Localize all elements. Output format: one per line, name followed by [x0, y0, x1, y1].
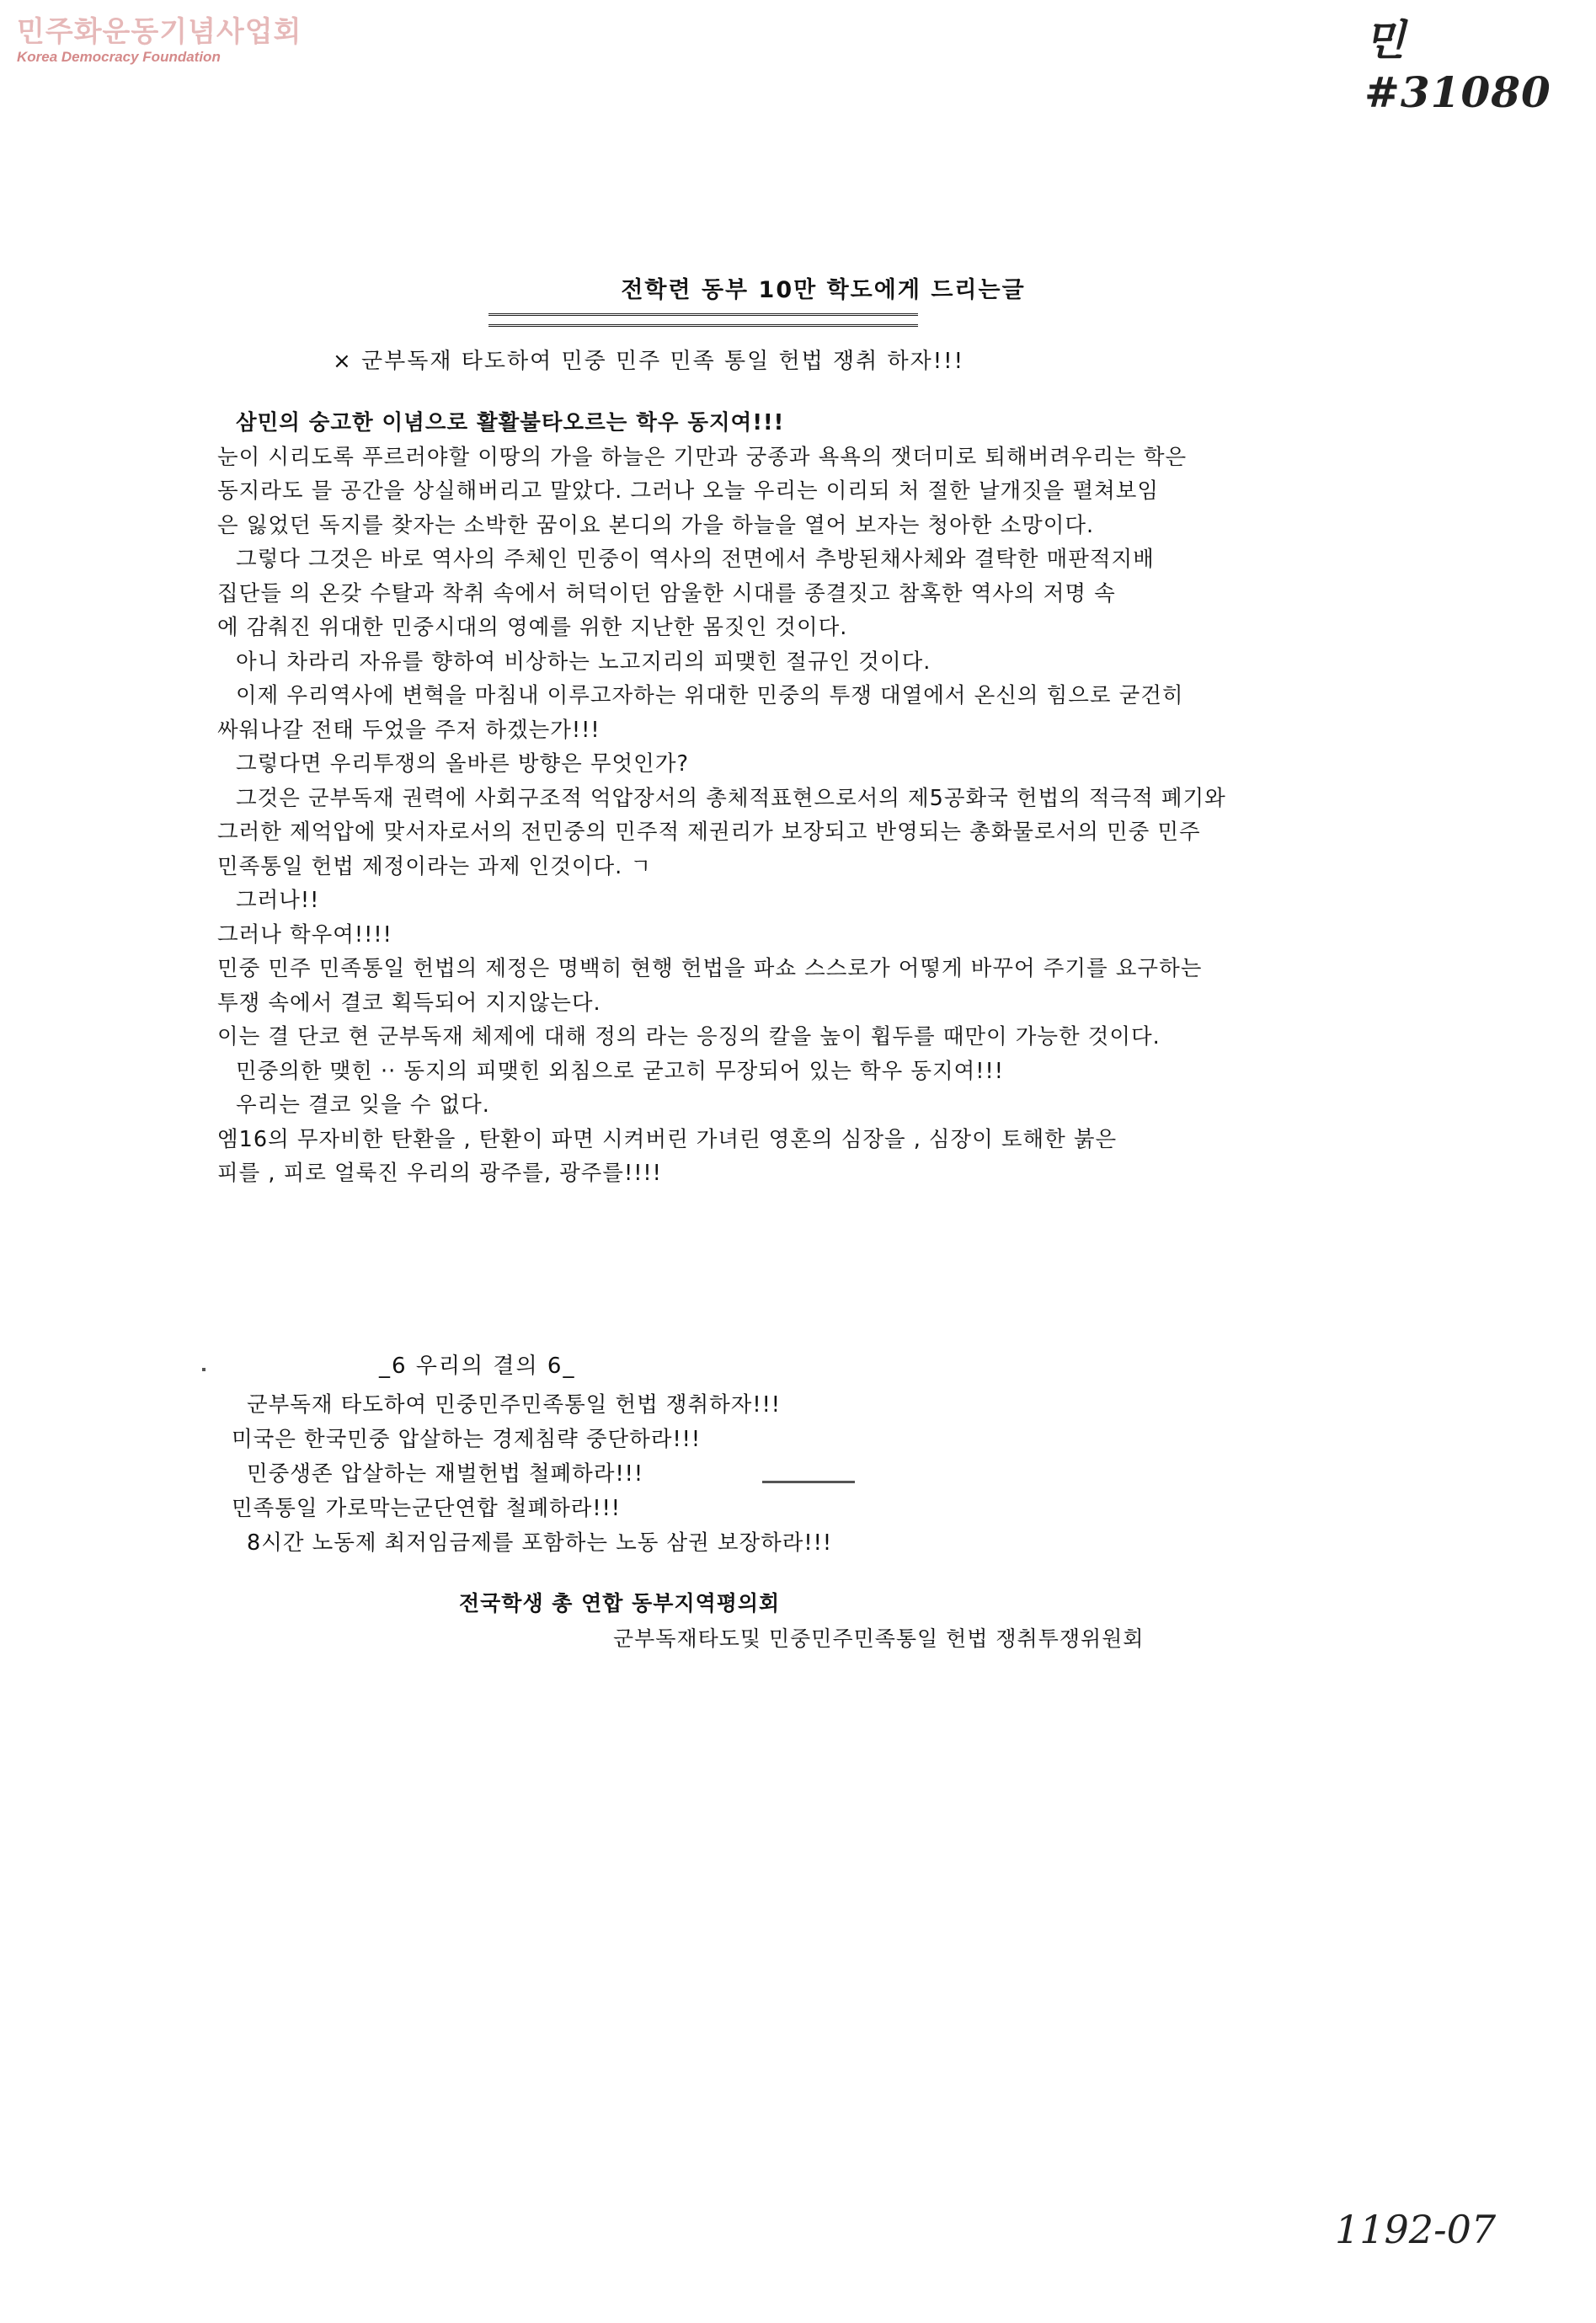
- title-double-rule: [488, 313, 918, 327]
- body-line: 우리는 결코 잊을 수 없다.: [236, 1092, 490, 1118]
- body-line: 집단들 의 온갖 수탈과 착취 속에서 허덕이던 암울한 시대를 종결짓고 참혹한 역사의 저명 속: [217, 580, 1116, 606]
- body-line: 눈이 시리도록 푸르러야할 이땅의 가을 하늘은 기만과 궁종과 욕욕의 잿더미로 퇴해버려우리는 학은: [217, 444, 1188, 470]
- slogan-list: [232, 1388, 1326, 1561]
- body-line: 엠16의 무자비한 탄환을 , 탄환이 파면 시켜버린 가녀린 영혼의 심장을 , 심장이 토해한 붉은: [217, 1126, 1118, 1152]
- body-line: 그렇다면 우리투쟁의 올바른 방향은 무엇인가?: [236, 751, 689, 777]
- document-title: 전학련 동부 10만 학도에게 드리는글: [621, 277, 1026, 303]
- body-line: 이제 우리역사에 변혁을 마침내 이루고자하는 위대한 민중의 투쟁 대열에서 온신의 힘으로 굳건히: [236, 683, 1184, 708]
- slogan-item: 민중생존 압살하는 재벌헌법 철폐하라!!!: [247, 1461, 644, 1487]
- body-line: 민중 민주 민족통일 헌법의 제정은 명백히 현행 헌법을 파쇼 스스로가 어떻게 바꾸어 주기를 요구하는: [217, 956, 1203, 981]
- body-line: 피를 , 피로 얼룩진 우리의 광주를, 광주를!!!!: [217, 1161, 662, 1186]
- slogan-item: 민족통일 가로막는군단연합 철폐하라!!!: [232, 1496, 622, 1521]
- slogan-item: 군부독재 타도하여 민중민주민족통일 헌법 쟁취하자!!!: [247, 1392, 782, 1418]
- document-subtitle: × 군부독재 타도하여 민중 민주 민족 통일 헌법 쟁취 하자!!!: [333, 349, 964, 374]
- body-line: 이는 결 단코 현 군부독재 체제에 대해 정의 라는 응징의 칼을 높이 휩두를 때만이 가능한 것이다.: [217, 1024, 1161, 1049]
- archive-id-handwritten: 민 #31080: [1364, 15, 1551, 117]
- body-line: 동지라도 믈 공간을 상실해버리고 말았다. 그러나 오늘 우리는 이리되 처 절한 날개짓을 펼쳐보임: [217, 478, 1160, 504]
- page-number-handwritten: 1192-07: [1335, 2207, 1497, 2252]
- resolutions-block: [232, 1349, 1326, 1561]
- body-line: 은 잃었던 독지를 찾자는 소박한 꿈이요 본디의 가을 하늘을 열어 보자는 청아한 소망이다.: [217, 512, 1095, 538]
- signature-organization: 전국학생 총 연합 동부지역평의회: [459, 1591, 781, 1615]
- body-line: 그러한 제억압에 맞서자로서의 전민중의 민주적 제권리가 보장되고 반영되는 총화물로서의 민중 민주: [217, 820, 1201, 845]
- body-line: 그렇다 그것은 바로 역사의 주체인 민중이 역사의 전면에서 추방된채사체와 결탁한 매판적지배: [236, 547, 1155, 572]
- watermark-korean: 민주화운동기념사업회: [17, 15, 302, 49]
- body-line: 삼민의 숭고한 이념으로 활활불타오르는 학우 동지여!!!: [236, 410, 785, 435]
- body-line: 에 감춰진 위대한 민중시대의 영예를 위한 지난한 몸짓인 것이다.: [217, 615, 848, 640]
- signature-committee: 군부독재타도및 민중민주민족통일 헌법 쟁취투쟁위원회: [613, 1626, 1145, 1651]
- body-line: 그러나!!: [236, 888, 320, 913]
- slogan-item: 8시간 노동제 최저임금제를 포함하는 노동 삼권 보장하라!!!: [247, 1530, 833, 1556]
- body-line: 싸워나갈 전태 두었을 주저 하겠는가!!!: [217, 717, 601, 743]
- body-line: 투쟁 속에서 결코 획득되어 지지않는다.: [217, 990, 601, 1016]
- body-text: [217, 406, 1464, 1191]
- body-line: 민중의한 맺힌 ·· 동지의 피맺힌 외침으로 굳고히 무장되어 있는 학우 동지여!!!: [236, 1058, 1004, 1084]
- body-line: 그러나 학우여!!!!: [217, 921, 392, 948]
- scan-speck: [202, 1368, 206, 1371]
- resolutions-heading: _6 우리의 결의 6_: [379, 1354, 576, 1379]
- body-line: 아니 차라리 자유를 향하여 비상하는 노고지리의 피맺힌 절규인 것이다.: [236, 649, 931, 675]
- foundation-watermark-logo: [17, 15, 302, 66]
- watermark-english: Korea Democracy Foundation: [17, 49, 221, 65]
- body-line: 그것은 군부독재 권력에 사회구조적 억압장서의 총체적표현으로서의 제5공화국 헌법의 적극적 폐기와: [236, 785, 1226, 811]
- scan-speck: [762, 1481, 855, 1483]
- slogan-item: 미국은 한국민중 압살하는 경제침략 중단하라!!!: [232, 1427, 702, 1452]
- body-line: 민족통일 헌법 제정이라는 과제 인것이다. ㄱ: [217, 853, 653, 879]
